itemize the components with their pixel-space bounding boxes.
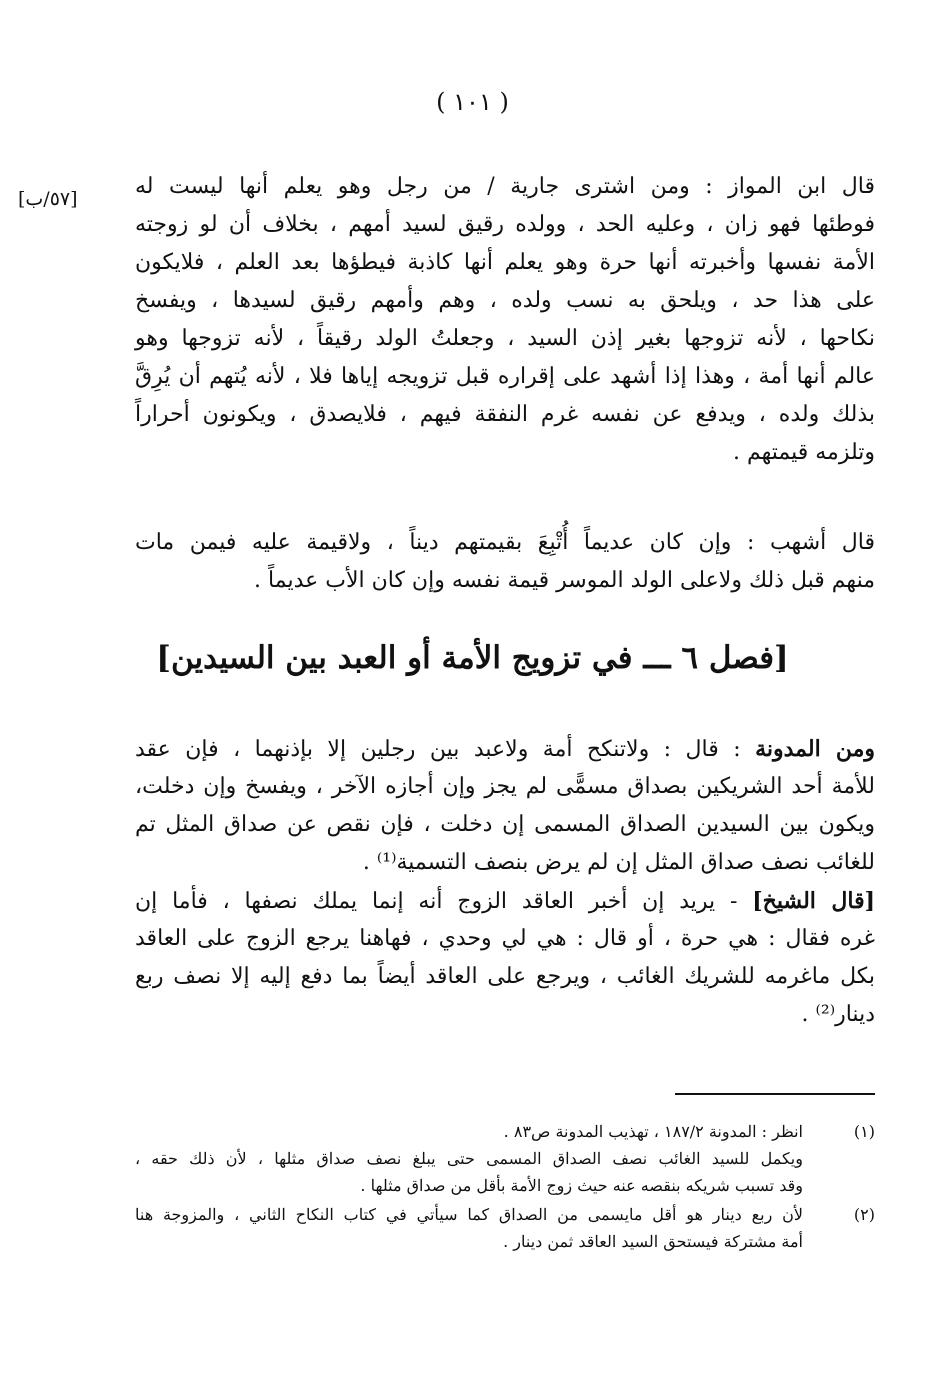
text-line: على هذا حد ، ويلحق به نسب ولده ، وهم وأمهم رقيق لسيدها ، ويفسخ [135,288,875,313]
paragraph-ashhab [135,524,875,600]
text-line: قال ابن المواز : ومن اشترى جارية / من رجل وهو يعلم أنها ليست له [135,174,875,199]
footnote-line: ويكمل للسيد الغائب نصف الصداق المسمى حتى يبلغ نصف صداق مثلها ، لأن ذلك حقه ، [135,1149,803,1168]
text-line: وتلزمه قيمتهم . [732,440,875,465]
footnote-separator [675,1093,875,1095]
footnote-2 [135,1201,875,1255]
sheikh-bold-text: [قال الشيخ] [752,888,875,914]
margin-folio-reference: [٥٧/ب] [18,188,78,210]
section-heading: [فصل ٦ ـــ في تزويج الأمة أو العبد بين السيدين] [156,640,789,676]
text-line: دينار⁽²⁾ . [801,1002,875,1027]
text-line: نكاحها ، لأنه تزوجها بغير إذن السيد ، وجعلتُ الولد رقيقاً ، لأنه تزوجها وهو [135,326,875,351]
text-line [135,882,875,920]
paragraph-mudawwana [135,730,875,1034]
footnote-line: انظر : المدونة ١٨٧/٢ ، تهذيب المدونة ص٨٣ . [503,1122,803,1141]
line-rest-text: - يريد إن أخبر العاقد الزوج أنه إنما يملك نصفها ، فأما إن [135,889,753,914]
footnote-number: (٢) [853,1205,875,1224]
footnotes [135,1118,875,1257]
text-line: بكل ماغرمه للشريك الغائب ، ويرجع على العاقد أيضاً بما دفع إليه إلا نصف ربع [135,964,875,989]
text-line: فوطئها فهو زان ، وعليه الحد ، وولده رقيق لسيد أمهم ، بخلاف أن لو زوجته [135,212,875,237]
footnote-line: وقد تسبب شريكه بنقصه عنه حيث زوج الأمة بأقل من صداق مثلها . [360,1176,803,1195]
text-line: بذلك ولده ، ويدفع عن نفسه غرم النفقة فيهم ، فلايصدق ، ويكونون أحراراً [135,402,875,427]
text-line: للغائب نصف صداق المثل إن لم يرض بنصف التسمية⁽¹⁾ . [362,850,875,875]
page-number: ( ١٠١ ) [436,88,509,116]
footnote-line: أمة مشتركة فيستحق السيد العاقد ثمن دينار . [503,1232,803,1251]
footnote-number: (١) [853,1122,875,1141]
lead-bold-text: ومن المدونة [755,736,875,762]
line-rest-text: : قال : ولاتنكح أمة ولاعبد بين رجلين إلا بإذنهما ، فإن عقد [135,737,756,762]
text-line [135,730,875,768]
footnote-line: لأن ربع دينار هو أقل مايسمى من الصداق كما سيأتي في كتاب النكاح الثاني ، والمزوجة هنا [135,1205,803,1224]
paragraph-ibn-al-mawaz [135,168,875,472]
text-line: ويكون بين السيدين الصداق المسمى إن دخلت ، فإن نقص عن صداق المثل تم [135,812,875,837]
text-line: منهم قبل ذلك ولاعلى الولد الموسر قيمة نفسه وإن كان الأب عديماً . [254,568,875,593]
footnote-1 [135,1118,875,1199]
text-line: عالم أنها أمة ، وهذا إذا أشهد على إقراره قبل تزويجه إياها فلا ، لأنه يُتهم أن يُرِقَّ [135,364,876,389]
text-line: الأمة نفسها وأخبرته أنها حرة وهو يعلم أنها كاذبة فيطؤها بعد العلم ، فلايكون [135,250,875,275]
text-line: قال أشهب : وإن كان عديماً أُتْبِعَ بقيمتهم ديناً ، ولاقيمة عليه فيمن مات [135,530,875,555]
text-line: للأمة أحد الشريكين بصداق مسمًّى لم يجز وإن أجازه الآخر ، ويفسخ وإن دخلت، [135,774,875,799]
text-line: غره فقال : هي حرة ، أو قال : هي لي وحدي ، فهاهنا يرجع الزوج على العاقد [135,926,875,951]
